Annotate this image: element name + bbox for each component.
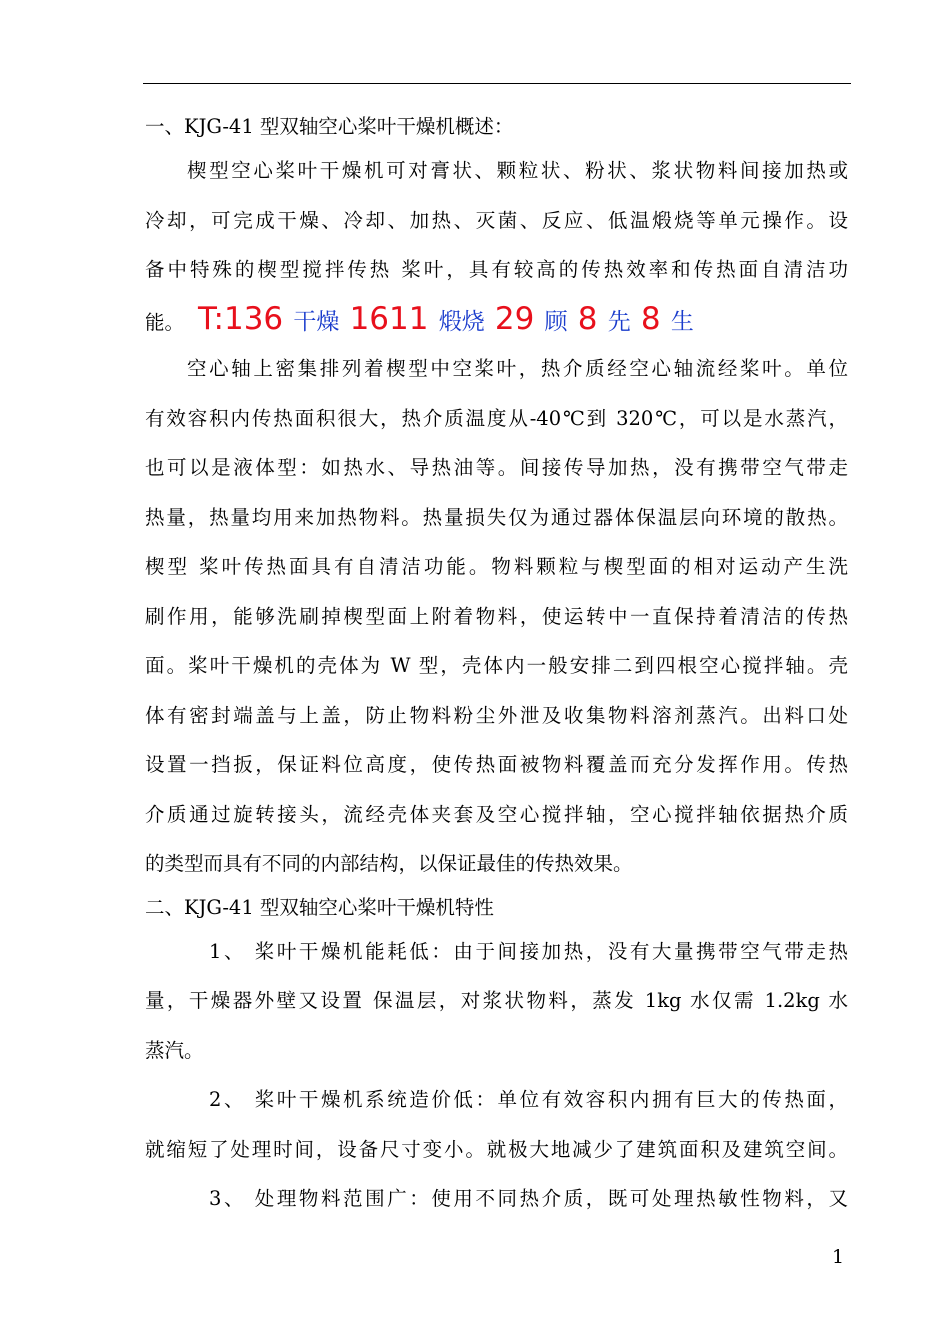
contact-text: 8 [577, 300, 598, 337]
paragraph-2-line: 楔型 桨叶传热面具有自清洁功能。物料颗粒与楔型面的相对运动产生洗 [145, 555, 848, 578]
paragraph-2-line: 热量，热量均用来加热物料。热量损失仅为通过器体保温层向环境的散热。 [145, 505, 848, 529]
section-1-title: 一、KJG-41 型双轴空心桨叶干燥机概述： [145, 115, 514, 138]
contact-text: T:136 [198, 300, 284, 337]
item-2-last-line: 就缩短了处理时间，设备尺寸变小。就极大地减少了建筑面积及建筑空间。 [145, 1137, 848, 1161]
paragraph-2-line: 空心轴上密集排列着楔型中空桨叶，热介质经空心轴流经桨叶。单位 [187, 357, 848, 380]
contact-text: 8 [640, 300, 661, 337]
page-number: 1 [832, 1246, 845, 1268]
contact-text: 生 [670, 308, 694, 335]
document-body [145, 108, 848, 1224]
paragraph-2-line: 有效容积内传热面积很大，热介质温度从-40℃到 320℃，可以是水蒸汽， [145, 406, 848, 430]
contact-text: 先 [607, 308, 631, 335]
item-2-line: 2、 桨叶干燥机系统造价低：单位有效容积内拥有巨大的传热面， [209, 1088, 848, 1111]
paragraph-2-line: 刷作用，能够洗刷掉楔型面上附着物料，使运转中一直保持着清洁的传热 [145, 604, 848, 628]
contact-text: 煅烧 [438, 308, 485, 335]
paragraph-1-line: 备中特殊的楔型搅拌传热 桨叶，具有较高的传热效率和传热面自清洁功 [145, 258, 848, 281]
contact-text: 顾 [544, 308, 568, 335]
paragraph-2-line: 体有密封端盖与上盖，防止物料粉尘外泄及收集物料溶剂蒸汽。出料口处 [145, 703, 848, 727]
header-rule [143, 83, 851, 84]
section-2-title: 二、KJG-41 型双轴空心桨叶干燥机特性 [145, 895, 494, 919]
paragraph-1-last-line [145, 295, 848, 345]
contact-watermark [198, 295, 698, 345]
paragraph-2-line: 介质通过旋转接头，流经壳体夹套及空心搅拌轴，空心搅拌轴依据热介质 [145, 802, 848, 826]
item-3-line: 3、 处理物料范围广：使用不同热介质，既可处理热敏性物料，又 [209, 1187, 848, 1210]
item-1-last-line: 蒸汽。 [145, 1038, 204, 1062]
item-1-line: 量，干燥器外壁又设置 保温层，对浆状物料，蒸发 1kg 水仅需 1.2kg 水 [145, 989, 848, 1012]
contact-text: 29 [494, 300, 535, 337]
contact-text: 干燥 [293, 308, 340, 335]
paragraph-2-line: 设置一挡扳，保证料位高度，使传热面被物料覆盖而充分发挥作用。传热 [145, 753, 848, 776]
contact-text: 1611 [349, 300, 429, 337]
paragraph-2-line: 面。桨叶干燥机的壳体为 W 型，壳体内一般安排二到四根空心搅拌轴。壳 [145, 654, 848, 677]
paragraph-2-last-line: 的类型而具有不同的内部结构，以保证最佳的传热效果。 [145, 852, 633, 875]
paragraph-1-line: 冷却，可完成干燥、冷却、加热、灭菌、反应、低温煅烧等单元操作。设 [145, 208, 848, 232]
paragraph-2-line: 也可以是液体型：如热水、导热油等。间接传导加热，没有携带空气带走 [145, 456, 848, 479]
paragraph-1-end: 能。 [145, 310, 185, 334]
paragraph-1-line: 楔型空心桨叶干燥机可对膏状、颗粒状、粉状、浆状物料间接加热或 [187, 159, 848, 182]
item-1-line: 1、 桨叶干燥机能耗低：由于间接加热，没有大量携带空气带走热 [209, 939, 848, 963]
